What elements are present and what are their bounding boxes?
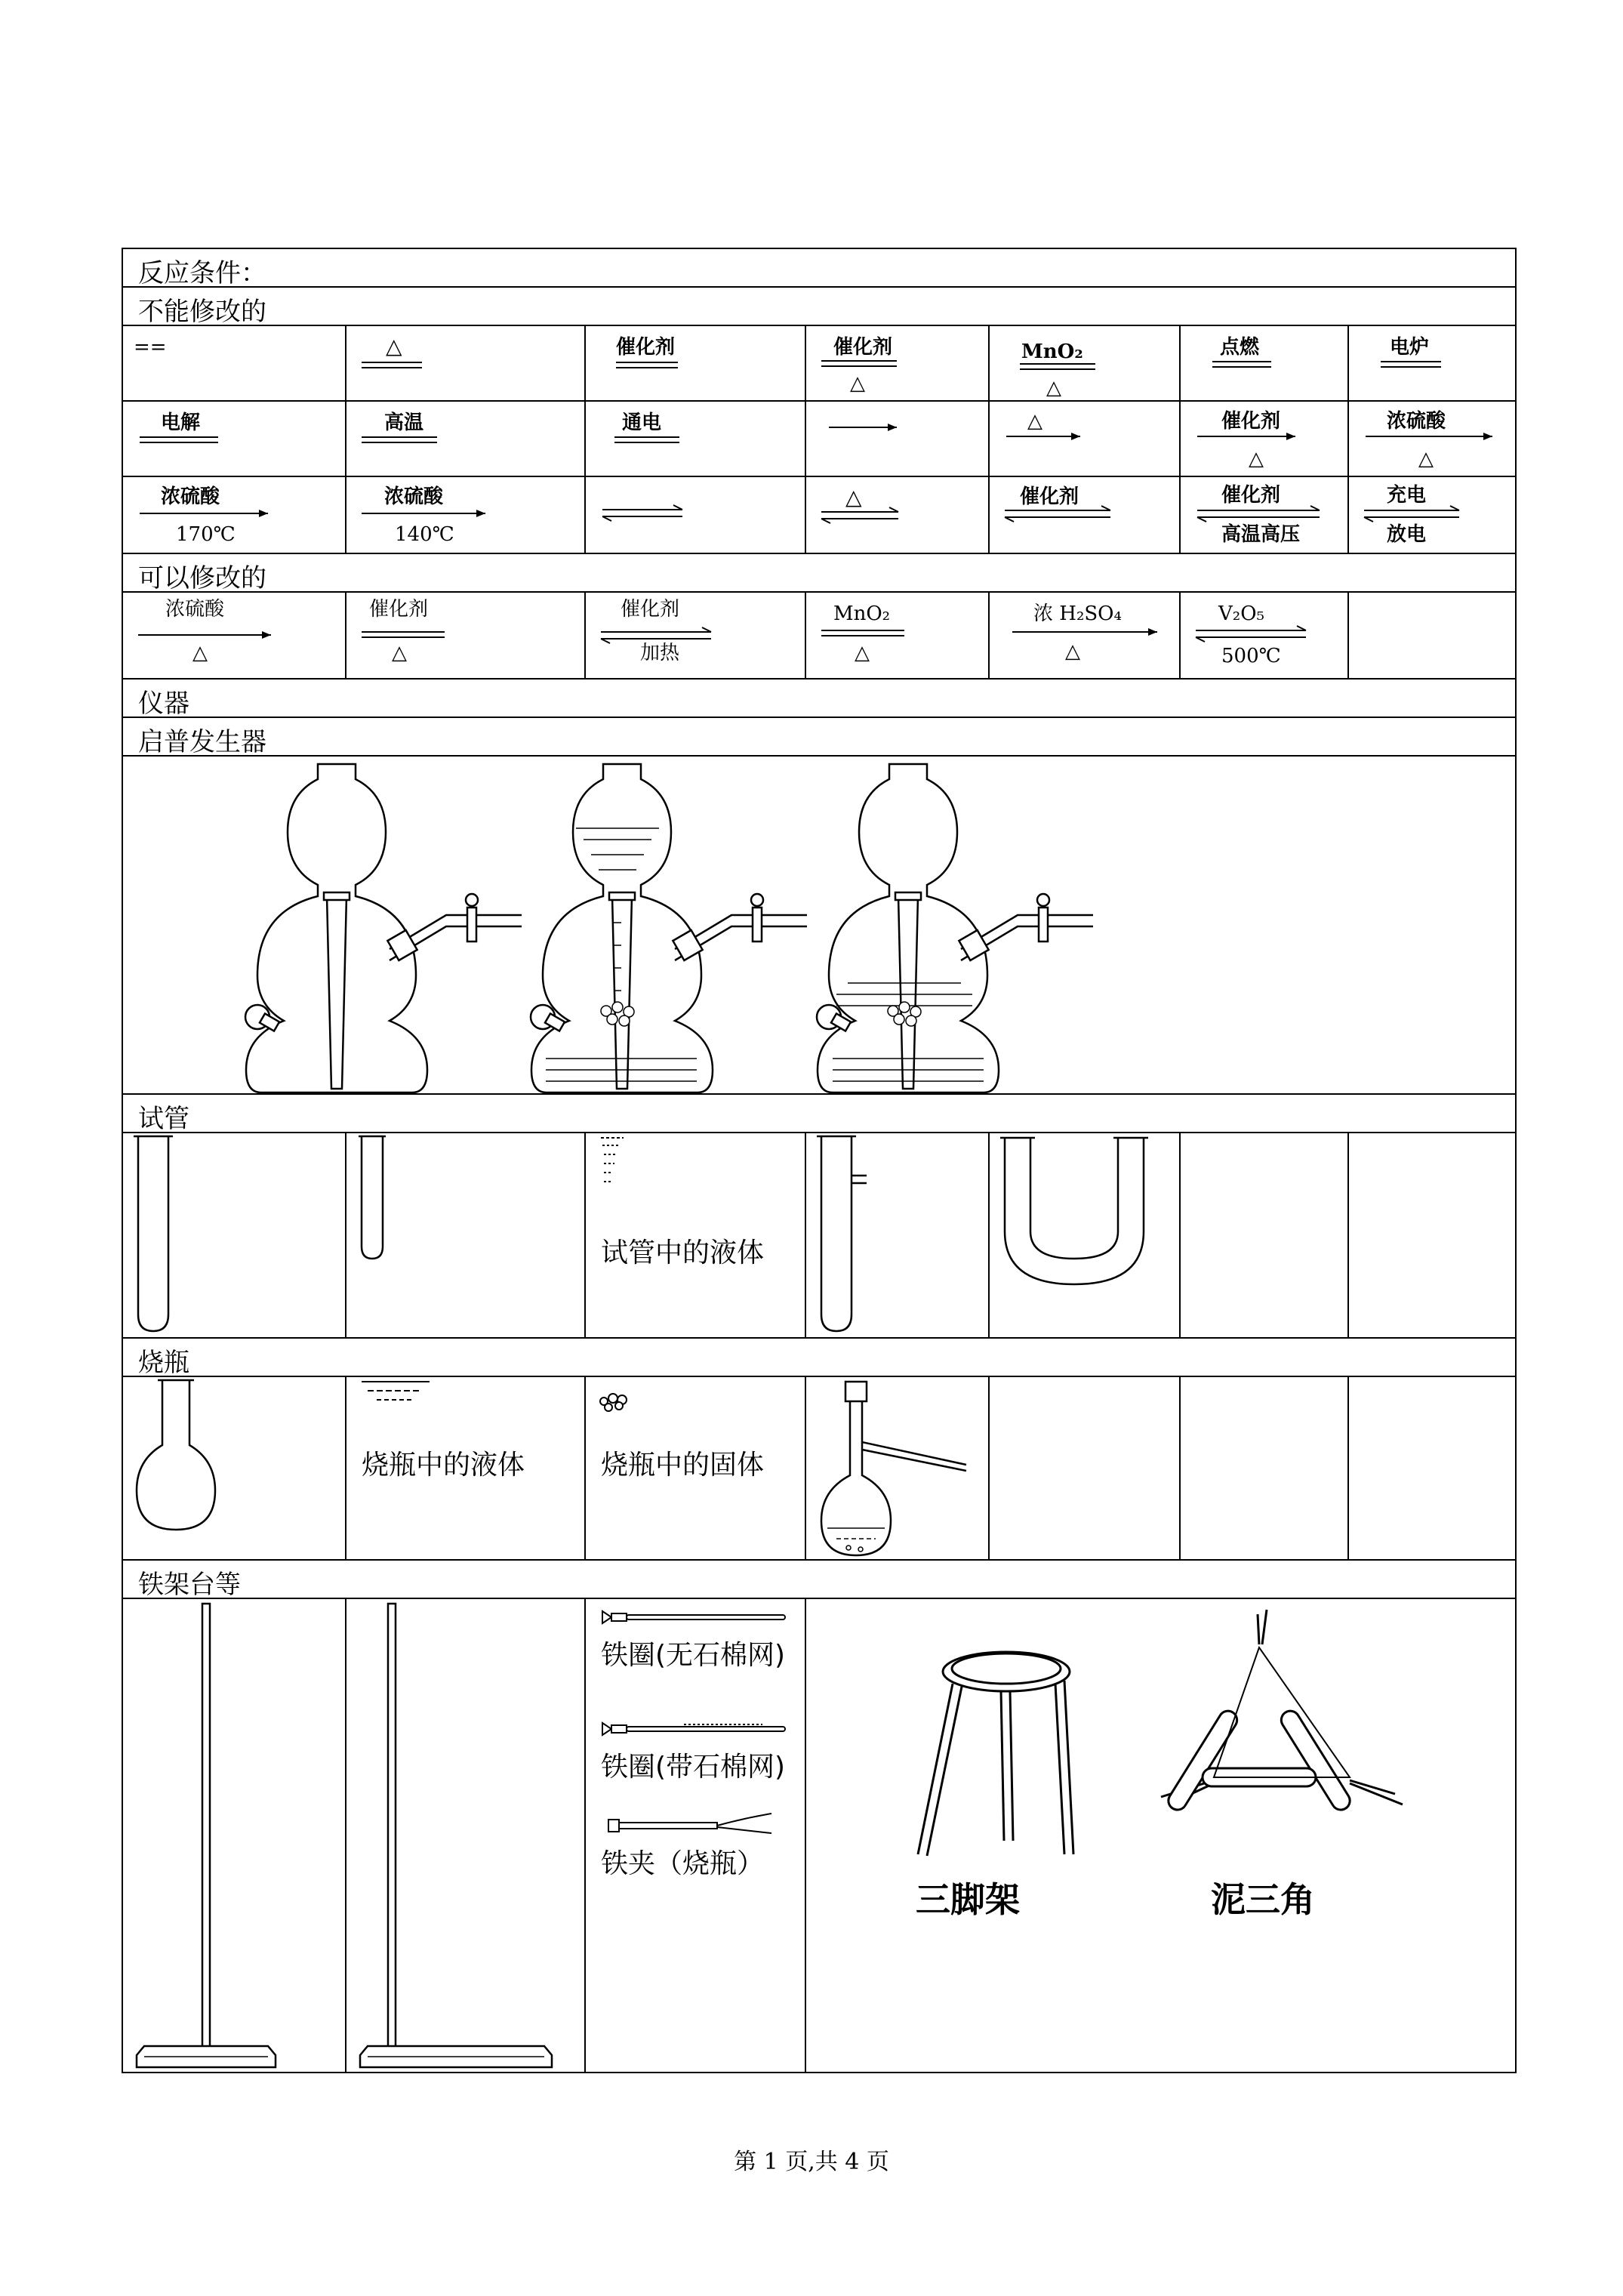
condition-cell	[346, 325, 585, 401]
condition-label: △	[386, 334, 402, 359]
iron-stand-icon	[346, 1599, 585, 2073]
condition-label: 催化剂	[616, 336, 676, 359]
flask-cell	[122, 1376, 346, 1560]
section-mutable	[122, 553, 1516, 592]
flask-solid-caption: 烧瓶中的固体	[601, 1450, 765, 1481]
condition-label: V₂O₅	[1218, 603, 1264, 625]
condition-label: △	[845, 485, 862, 510]
condition-label: MnO₂	[833, 603, 891, 625]
condition-sub-label: △	[850, 372, 865, 395]
condition-label: 催化剂	[621, 598, 680, 621]
condition-label: 浓硫酸	[161, 485, 220, 508]
condition-sub-label: △	[392, 642, 407, 664]
condition-cell	[1180, 476, 1348, 553]
condition-cell	[346, 401, 585, 476]
clay-triangle-icon	[1161, 1610, 1403, 1814]
condition-sub-label: 500℃	[1221, 645, 1281, 667]
condition-label: 高温	[384, 411, 424, 434]
condition-cell	[122, 325, 346, 401]
condition-label: 浓硫酸	[165, 598, 225, 621]
flask-liquid-caption: 烧瓶中的液体	[362, 1450, 525, 1481]
section-title: 不能修改的	[138, 297, 266, 325]
condition-label: 电解	[161, 411, 201, 434]
condition-cell	[989, 325, 1180, 401]
clay-triangle-caption: 泥三角	[1211, 1879, 1315, 1920]
condition-label: 浓 H₂SO₄	[1033, 603, 1122, 625]
tripod-icon	[918, 1652, 1073, 1856]
condition-cell	[1348, 476, 1516, 553]
condition-label: △	[1027, 410, 1042, 433]
side-arm-test-tube-icon	[806, 1133, 989, 1338]
condition-cell	[122, 476, 346, 553]
condition-label: 催化剂	[1020, 485, 1079, 508]
empty-cell	[1180, 1376, 1348, 1560]
kipp-apparatus-illustration	[123, 757, 1516, 1094]
condition-label: 通电	[622, 411, 662, 434]
test-tube-cell	[805, 1133, 989, 1338]
condition-label: MnO₂	[1021, 341, 1083, 363]
condition-cell	[1180, 592, 1348, 679]
condition-cell	[805, 476, 989, 553]
condition-cell	[585, 401, 805, 476]
condition-cell	[585, 325, 805, 401]
empty-cell	[1348, 1376, 1516, 1560]
ring-gauze-caption: 铁圈(带石棉网)	[601, 1752, 786, 1783]
empty-cell	[1180, 1133, 1348, 1338]
condition-sub-label: △	[192, 642, 208, 664]
condition-sub-label: 放电	[1387, 523, 1427, 546]
condition-label: 浓硫酸	[384, 485, 444, 508]
flask-cell	[585, 1376, 805, 1560]
condition-label: 电炉	[1390, 336, 1430, 359]
condition-cell	[585, 476, 805, 553]
u-tube-icon	[990, 1133, 1180, 1338]
section-flask	[122, 1338, 1516, 1376]
ring-plain-caption: 铁圈(无石棉网)	[601, 1640, 786, 1671]
condition-sub-label: △	[1249, 448, 1264, 470]
section-title: 铁架台等	[138, 1570, 241, 1598]
condition-sub-label: 140℃	[395, 523, 454, 546]
condition-cell	[989, 592, 1180, 679]
section-kipp	[122, 717, 1516, 756]
test-tube-cell	[122, 1133, 346, 1338]
condition-cell	[122, 592, 346, 679]
distillation-flask-icon	[806, 1377, 989, 1560]
section-test-tube	[122, 1094, 1516, 1133]
iron-stand-parts-cell	[585, 1598, 805, 2073]
section-title: 仪器	[138, 689, 189, 717]
tripod-clay-triangle-illustration	[806, 1599, 1516, 2073]
condition-cell	[805, 325, 989, 401]
test-tube-icon	[123, 1133, 346, 1338]
condition-cell	[1180, 401, 1348, 476]
section-title: 启普发生器	[138, 727, 266, 756]
condition-cell	[346, 592, 585, 679]
round-flask-icon	[123, 1377, 346, 1560]
test-tube-cell	[346, 1133, 585, 1338]
iron-stand-icon	[123, 1599, 346, 2073]
section-title: 可以修改的	[138, 563, 266, 592]
clamp-caption: 铁夹（烧瓶）	[601, 1848, 765, 1879]
condition-label: ==	[134, 336, 167, 359]
section-iron-stand	[122, 1560, 1516, 1598]
condition-cell	[346, 476, 585, 553]
section-immutable	[122, 287, 1516, 325]
test-tube-cell	[989, 1133, 1180, 1338]
tripod-caption: 三脚架	[916, 1879, 1020, 1920]
condition-label: 催化剂	[1221, 410, 1281, 433]
empty-cell	[989, 1376, 1180, 1560]
condition-cell	[805, 592, 989, 679]
condition-cell	[805, 401, 989, 476]
section-title: 反应条件：	[138, 258, 266, 287]
flask-cell	[346, 1376, 585, 1560]
flask-cell	[805, 1376, 989, 1560]
reaction-conditions-table	[122, 248, 1517, 2073]
empty-cell	[1348, 1133, 1516, 1338]
condition-label: 点燃	[1220, 336, 1260, 359]
test-tube-cell	[585, 1133, 805, 1338]
condition-cell	[585, 592, 805, 679]
condition-label: 催化剂	[833, 336, 893, 359]
condition-sub-label: △	[855, 642, 870, 664]
condition-sub-label: △	[1065, 640, 1080, 663]
condition-sub-label: △	[1046, 377, 1061, 399]
tripod-triangle-cell	[805, 1598, 1516, 2073]
condition-cell	[989, 401, 1180, 476]
small-test-tube-icon	[346, 1133, 585, 1338]
iron-stand-cell	[122, 1598, 346, 2073]
condition-cell	[122, 401, 346, 476]
condition-cell	[1348, 401, 1516, 476]
condition-sub-label: 170℃	[176, 523, 236, 546]
section-instruments	[122, 679, 1516, 717]
test-tube-liquid-caption: 试管中的液体	[601, 1237, 765, 1268]
condition-label: 催化剂	[369, 598, 429, 621]
section-title: 试管	[138, 1104, 189, 1133]
condition-label: 充电	[1387, 484, 1427, 507]
kipp-figure-cell	[122, 756, 1516, 1094]
empty-cell	[1348, 592, 1516, 679]
condition-sub-label: △	[1418, 448, 1434, 470]
condition-label: 催化剂	[1221, 484, 1281, 507]
iron-stand-cell	[346, 1598, 585, 2073]
page-footer: 第 1 页,共 4 页	[734, 2149, 889, 2175]
section-reaction-conditions	[122, 248, 1516, 287]
condition-label: 浓硫酸	[1387, 410, 1446, 433]
section-title: 烧瓶	[138, 1348, 189, 1376]
condition-cell	[1348, 325, 1516, 401]
condition-cell	[989, 476, 1180, 553]
condition-cell	[1180, 325, 1348, 401]
condition-sub-label: 高温高压	[1221, 523, 1301, 546]
condition-sub-label: 加热	[640, 642, 680, 664]
